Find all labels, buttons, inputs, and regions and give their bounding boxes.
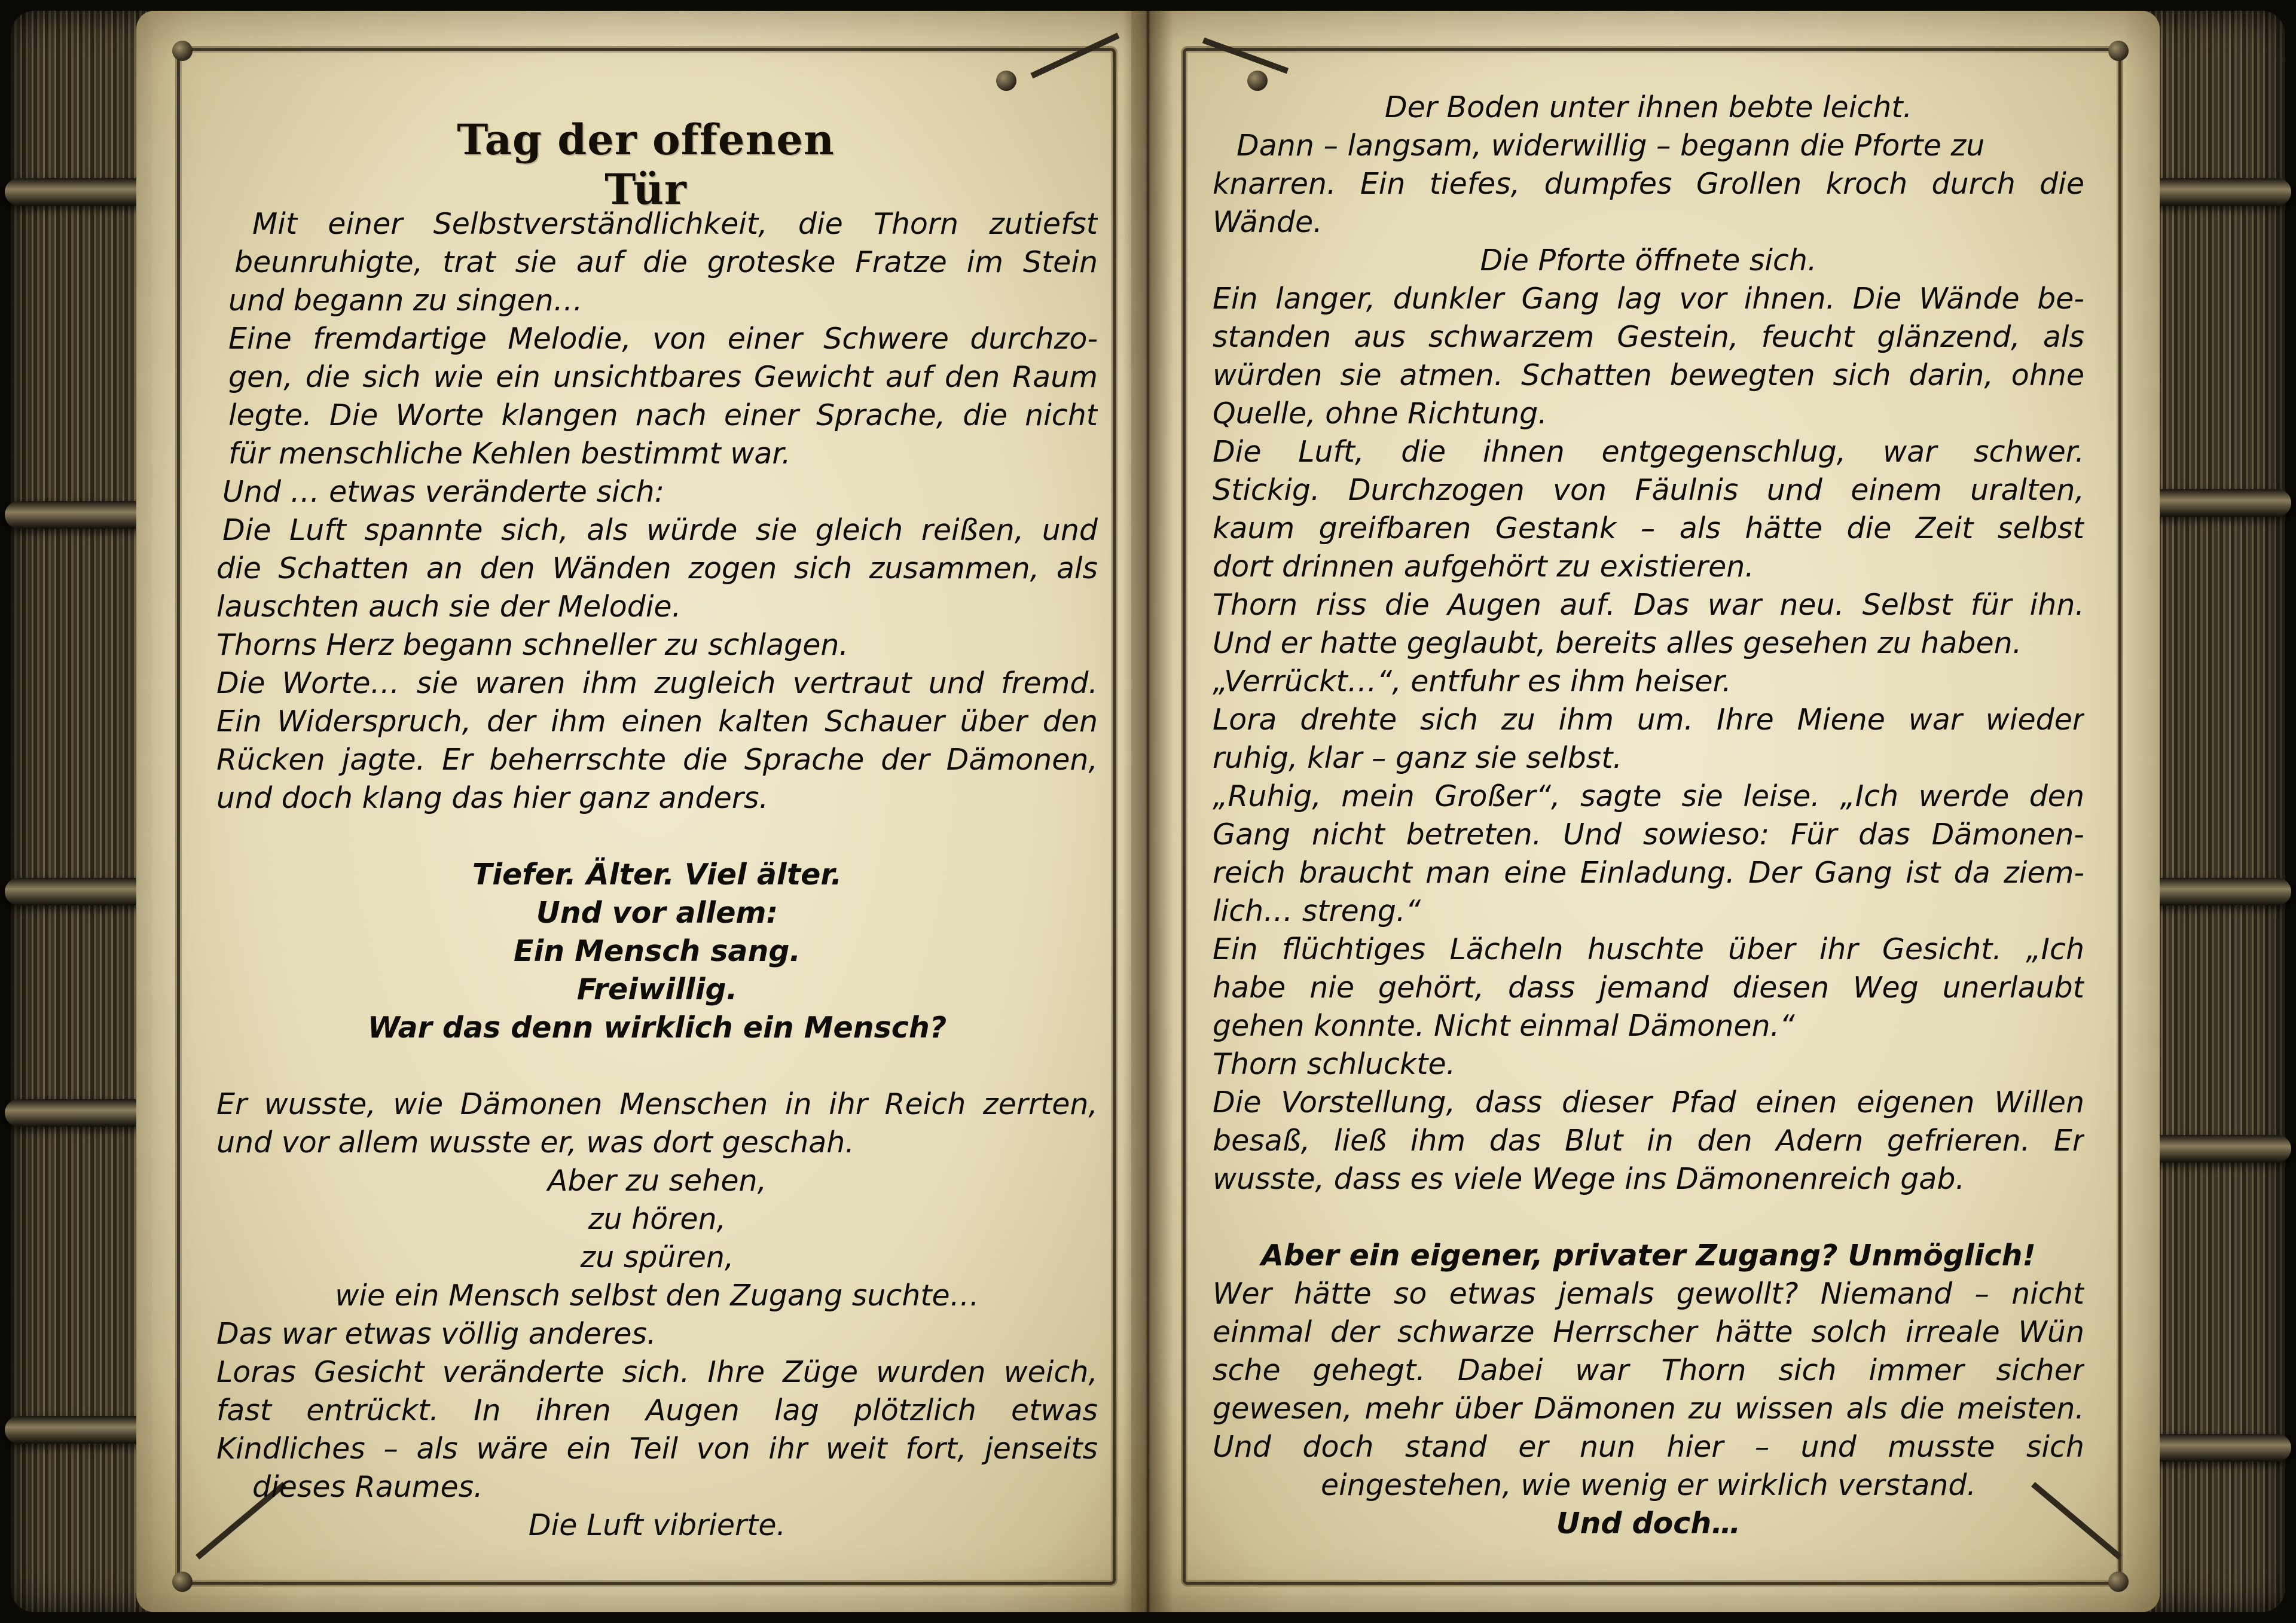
text-line: Gang nicht betreten. Und sowieso: Für das Dämonen- xyxy=(1213,817,2084,852)
text-line: Die Pforte öffnete sich. xyxy=(1480,243,1817,277)
text-line: Aber ein eigener, privater Zugang? Unmöglich! xyxy=(1261,1238,2036,1273)
text-line: gen, die sich wie ein unsichtbares Gewicht auf den Raum xyxy=(228,360,1098,394)
frame-rivet-icon xyxy=(2108,1572,2129,1592)
blank-line xyxy=(1213,1198,2084,1237)
text-line: Das war etwas völlig anderes. xyxy=(216,1317,657,1351)
text-line: besaß, ließ ihm das Blut in den Adern gefrieren. Er xyxy=(1213,1124,2084,1158)
text-line: Die Luft, die ihnen entgegenschlug, war schwer. xyxy=(1213,435,2084,469)
text-line: eingestehen, wie wenig er wirklich verstand. xyxy=(1320,1468,1977,1502)
text-line: Rücken jagte. Er beherrschte die Sprache der Dämonen, xyxy=(216,743,1098,777)
text-line: Stickig. Durchzogen von Fäulnis und einem uralten, xyxy=(1213,473,2084,507)
text-line: Er wusste, wie Dämonen Menschen in ihr Reich zerrten, xyxy=(216,1087,1098,1121)
text-line: Die Luft vibrierte. xyxy=(528,1508,786,1542)
text-line: die Schatten an den Wänden zogen sich zusammen, als xyxy=(216,551,1098,585)
text-line: lauschten auch sie der Melodie. xyxy=(216,590,682,624)
text-line: War das denn wirklich ein Mensch? xyxy=(367,1011,947,1045)
frame-rivet-icon xyxy=(172,41,193,61)
text-line: Ein Widerspruch, der ihm einen kalten Schauer über den xyxy=(216,704,1098,739)
text-line: Freiwillig. xyxy=(576,972,738,1006)
text-line: Thorns Herz begann schneller zu schlagen. xyxy=(216,628,848,662)
text-line: Wände. xyxy=(1213,205,1323,239)
text-line: Thorn schluckte. xyxy=(1213,1047,1456,1081)
text-line: Ein Mensch sang. xyxy=(513,934,801,968)
text-line: und vor allem wusste er, was dort geschah. xyxy=(216,1125,854,1160)
text-line: ruhig, klar – ganz sie selbst. xyxy=(1213,741,1622,775)
text-line: Loras Gesicht veränderte sich. Ihre Züge wurden weich, xyxy=(216,1355,1098,1389)
text-line: zu spüren, xyxy=(580,1240,734,1274)
text-line: Dann – langsam, widerwillig – begann die Pforte zu xyxy=(1236,129,1985,163)
blank-line xyxy=(216,1047,1098,1085)
text-line: Und … etwas veränderte sich: xyxy=(222,475,665,509)
blank-line xyxy=(216,817,1098,856)
text-line: zu hören, xyxy=(588,1202,726,1236)
text-line: Die Luft spannte sich, als würde sie gleich reißen, und xyxy=(222,513,1098,547)
text-line: und doch klang das hier ganz anders. xyxy=(216,781,769,815)
frame-rivet-icon xyxy=(996,71,1016,91)
text-line: Ein flüchtiges Lächeln huschte über ihr Gesicht. „Ich xyxy=(1213,932,2084,966)
text-line: Lora drehte sich zu ihm um. Ihre Miene war wieder xyxy=(1213,703,2084,737)
text-line: wie ein Mensch selbst den Zugang suchte… xyxy=(335,1279,979,1313)
text-line: lich… streng.“ xyxy=(1213,894,1421,928)
text-line: für menschliche Kehlen bestimmt war. xyxy=(228,437,791,471)
text-line: Tiefer. Älter. Viel älter. xyxy=(472,858,842,892)
text-line: und begann zu singen… xyxy=(228,283,583,318)
text-line: Und er hatte geglaubt, bereits alles gesehen zu haben. xyxy=(1213,626,2022,660)
text-line: Die Vorstellung, dass dieser Pfad einen eigenen Willen xyxy=(1213,1085,2084,1119)
text-line: dort drinnen aufgehört zu existieren. xyxy=(1213,550,1754,584)
text-line: Ein langer, dunkler Gang lag vor ihnen. Die Wände be- xyxy=(1213,282,2084,316)
left-page-text xyxy=(216,205,1098,1545)
text-line: einmal der schwarze Herrscher hätte solch irreale Wün xyxy=(1213,1315,2084,1349)
text-line: Eine fremdartige Melodie, von einer Schwere durchzo- xyxy=(228,322,1098,356)
text-line: Und vor allem: xyxy=(536,896,778,930)
text-line: Die Worte… sie waren ihm zugleich vertraut und fremd. xyxy=(216,666,1098,700)
frame-rivet-icon xyxy=(1247,71,1268,91)
text-line: würden sie atmen. Schatten bewegten sich darin, ohne xyxy=(1213,358,2084,392)
text-line: „Verrückt…“, entfuhr es ihm heiser. xyxy=(1213,664,1732,698)
text-line: Thorn riss die Augen auf. Das war neu. Selbst für ihn. xyxy=(1213,588,2084,622)
text-line: gewesen, mehr über Dämonen zu wissen als die meisten. xyxy=(1213,1392,2084,1426)
right-page-text xyxy=(1213,89,2084,1543)
text-line: Quelle, ohne Richtung. xyxy=(1213,396,1547,431)
text-line: beunruhigte, trat sie auf die groteske Fratze im Stein xyxy=(234,245,1098,279)
text-line: Kindliches – als wäre ein Teil von ihr weit fort, jenseits xyxy=(216,1432,1098,1466)
text-line: legte. Die Worte klangen nach einer Sprache, die nicht xyxy=(228,398,1098,432)
text-line: reich braucht man eine Einladung. Der Gang ist da ziem- xyxy=(1213,856,2084,890)
text-line: fast entrückt. In ihren Augen lag plötzlich etwas xyxy=(216,1393,1098,1427)
text-line: kaum greifbaren Gestank – als hätte die Zeit selbst xyxy=(1213,511,2084,545)
text-line: Und doch stand er nun hier – und musste sich xyxy=(1213,1430,2084,1464)
text-line: gehen konnte. Nicht einmal Dämonen.“ xyxy=(1213,1009,1795,1043)
text-line: dieses Raumes. xyxy=(252,1470,483,1504)
book-gutter xyxy=(1123,11,1173,1612)
text-line: wusste, dass es viele Wege ins Dämonenreich gab. xyxy=(1213,1162,1965,1196)
text-line: habe nie gehört, dass jemand diesen Weg unerlaubt xyxy=(1213,971,2084,1005)
text-line: „Ruhig, mein Großer“, sagte sie leise. „Ich werde den xyxy=(1213,779,2084,813)
text-line: Und doch… xyxy=(1556,1506,1741,1540)
text-line: Mit einer Selbstverständlichkeit, die Thorn zutiefst xyxy=(252,207,1098,241)
text-line: standen aus schwarzem Gestein, feucht glänzend, als xyxy=(1213,320,2084,354)
frame-rivet-icon xyxy=(172,1572,193,1592)
text-line: Aber zu sehen, xyxy=(547,1164,767,1198)
text-line: Wer hätte so etwas jemals gewollt? Niemand – nicht xyxy=(1213,1277,2084,1311)
text-line: sche gehegt. Dabei war Thorn sich immer sicher xyxy=(1213,1353,2084,1387)
text-line: knarren. Ein tiefes, dumpfes Grollen kroch durch die xyxy=(1213,167,2084,201)
page-title: Tag der offenen Tür xyxy=(457,115,835,214)
text-line: Der Boden unter ihnen bebte leicht. xyxy=(1384,90,1913,124)
frame-rivet-icon xyxy=(2108,41,2129,61)
